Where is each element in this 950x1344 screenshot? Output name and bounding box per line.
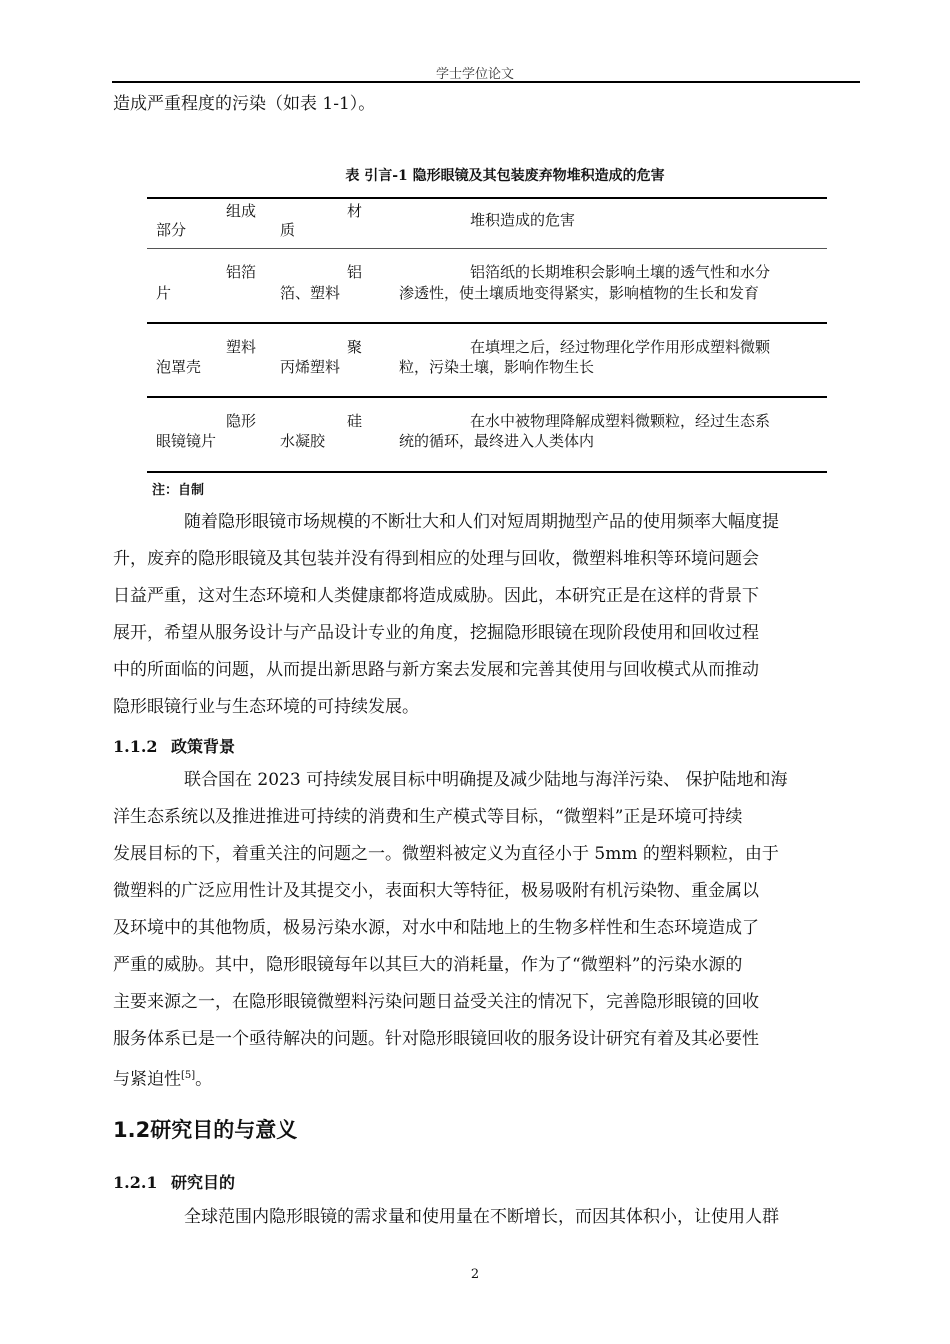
table-title: 表 引言-1 隐形眼镜及其包装废弃物堆积造成的危害 — [345, 168, 665, 184]
citation-link[interactable]: [5] — [181, 1070, 196, 1081]
table-top-rule — [147, 197, 827, 199]
paragraph1-line5: 中的所面临的问题，从而提出新思路与新方案去发展和完善其使用与回收模式从而推动 — [113, 660, 759, 680]
paragraph2-line9 — [113, 1066, 212, 1090]
paragraph2-line4: 微塑料的广泛应用性计及其提交小，表面积大等特征，极易吸附有机污染物、重金属以 — [113, 881, 759, 901]
table-row2-col2-line2: 丙烯塑料 — [280, 358, 341, 376]
paragraph2-last-text: 与紧迫性 — [113, 1069, 181, 1090]
table-row1-col3-line1: 铝箔纸的长期堆积会影响土壤的透气性和水分 — [470, 263, 771, 281]
paragraph3-line1: 全球范围内隐形眼镜的需求量和使用量在不断增长，而因其体积小，让使用人群 — [184, 1207, 779, 1227]
section-number: 1.2.1 — [113, 1173, 158, 1192]
table-row2-col3-line2: 粒，污染土壤，影响作物生长 — [399, 358, 595, 376]
table-header-col2-line1: 材 — [347, 202, 363, 220]
section-number: 1.1.2 — [113, 737, 158, 756]
paragraph2-line7: 主要来源之一，在隐形眼镜微塑料污染问题日益受关注的情况下，完善隐形眼镜的回收 — [113, 992, 759, 1012]
paragraph2-end: 。 — [195, 1069, 213, 1090]
paragraph2-line6: 严重的威胁。其中，隐形眼镜每年以其巨大的消耗量，作为了“微塑料”的污染水源的 — [113, 955, 743, 975]
table-row3-col1-line2: 眼镜镜片 — [156, 432, 217, 450]
table-header-col1-line2: 部分 — [156, 221, 187, 239]
table-header-col3: 堆积造成的危害 — [470, 211, 576, 229]
table-row2-rule — [147, 396, 827, 398]
paragraph2-line5: 及环境中的其他物质，极易污染水源，对水中和陆地上的生物多样性和生态环境造成了 — [113, 918, 759, 938]
table-row2-col1-line2: 泡罩壳 — [156, 358, 202, 376]
table-row2-col2-line1: 聚 — [347, 338, 363, 356]
paragraph2-line3: 发展目标的下，着重关注的问题之一。微塑料被定义为直径小于 5mm 的塑料颗粒，由于 — [113, 844, 779, 864]
table-row3-col3-line1: 在水中被物理降解成塑料微颗粒，经过生态系 — [470, 412, 771, 430]
table-header-col2-line2: 质 — [280, 221, 296, 239]
header-rule — [112, 81, 860, 83]
page-number: 2 — [470, 1267, 480, 1282]
table-row1-col3-line2: 渗透性，使土壤质地变得紧实，影响植物的生长和发育 — [399, 284, 760, 302]
table-row3-col1-line1: 隐形 — [226, 412, 257, 430]
table-bottom-rule — [147, 471, 827, 473]
paragraph1-line6: 隐形眼镜行业与生态环境的可持续发展。 — [113, 697, 419, 717]
table-row2-col1-line1: 塑料 — [226, 338, 257, 356]
table-row1-col1-line2: 片 — [156, 284, 172, 302]
intro-line: 造成严重程度的污染（如表 1-1）。 — [113, 94, 376, 114]
table-row2-col3-line1: 在填埋之后，经过物理化学作用形成塑料微颗 — [470, 338, 771, 356]
table-row3-col2-line2: 水凝胶 — [280, 432, 326, 450]
section-heading-1-2: 1.2研究目的与意义 — [113, 1118, 298, 1142]
paragraph1-line3: 日益严重，这对生态环境和人类健康都将造成威胁。因此，本研究正是在这样的背景下 — [113, 586, 759, 606]
paragraph2-line1: 联合国在 2023 可持续发展目标中明确提及减少陆地与海洋污染、 保护陆地和海 — [184, 770, 788, 790]
paragraph2-line8: 服务体系已是一个亟待解决的问题。针对隐形眼镜回收的服务设计研究有着及其必要性 — [113, 1029, 759, 1049]
section-title: 政策背景 — [171, 737, 236, 756]
table-row3-col2-line1: 硅 — [347, 412, 363, 430]
table-row1-col2-line2: 箔、塑料 — [280, 284, 341, 302]
table-row1-col2-line1: 铝 — [347, 263, 363, 281]
table-note: 注：自制 — [152, 483, 205, 498]
paragraph1-line4: 展开，希望从服务设计与产品设计专业的角度，挖掘隐形眼镜在现阶段使用和回收过程 — [113, 623, 759, 643]
section-heading-1-1-2 — [113, 734, 235, 757]
paragraph1-line1: 随着隐形眼镜市场规模的不断壮大和人们对短周期抛型产品的使用频率大幅度提 — [184, 512, 779, 532]
table-row1-rule — [147, 322, 827, 324]
paragraph2-line2: 洋生态系统以及推进推进可持续的消费和生产模式等目标，“微塑料”正是环境可持续 — [113, 807, 743, 827]
section-title: 研究目的 — [171, 1173, 236, 1192]
table-row1-col1-line1: 铝箔 — [226, 263, 257, 281]
table-row3-col3-line2: 统的循环，最终进入人类体内 — [399, 432, 595, 450]
section-heading-1-2-1 — [113, 1170, 235, 1193]
table-header-col1-line1: 组成 — [226, 202, 257, 220]
paragraph1-line2: 升，废弃的隐形眼镜及其包装并没有得到相应的处理与回收，微塑料堆积等环境问题会 — [113, 549, 759, 569]
running-header: 学士学位论文 — [435, 67, 514, 82]
table-header-rule — [147, 248, 827, 249]
